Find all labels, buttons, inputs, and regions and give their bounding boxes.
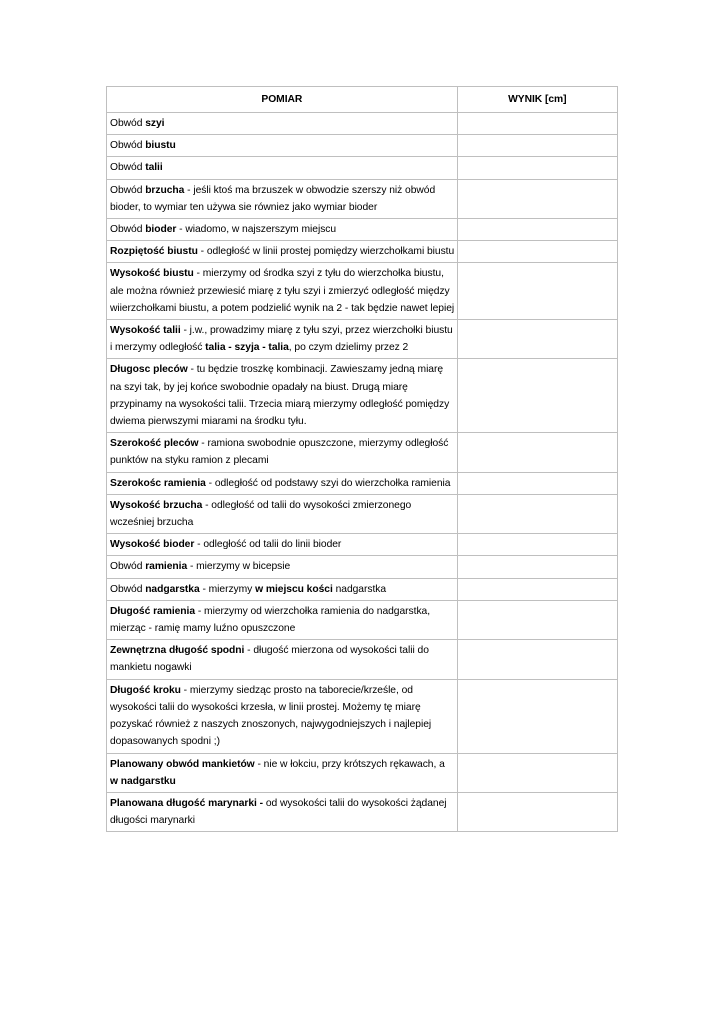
measurement-note: - odległość od podstawy szyi do wierzchołka ramienia [205, 477, 451, 489]
result-cell[interactable] [457, 241, 617, 263]
measurement-text [109, 495, 455, 533]
measurement-term: Wysokość biustu [110, 268, 194, 280]
measurement-description [107, 219, 458, 241]
table-row [107, 135, 618, 157]
measurement-note: Obwód [110, 583, 146, 595]
table-row [107, 241, 618, 263]
measurement-description [107, 433, 458, 472]
table-row [107, 494, 618, 533]
measurement-text [109, 754, 455, 792]
result-cell[interactable] [457, 433, 617, 472]
result-cell[interactable] [457, 640, 617, 679]
measurement-note: - jeśli ktoś ma brzuszek w obwodzie szerszy niż obwód bioder, to wymiar ten używa sie równiez jako wymiar bioder [110, 184, 436, 213]
measurement-note: - odległość od talii do linii bioder [194, 539, 342, 551]
result-cell[interactable] [457, 556, 617, 578]
table-row [107, 534, 618, 556]
table-row [107, 792, 618, 831]
table-header-row [107, 87, 618, 113]
measurement-text [109, 473, 455, 494]
result-cell[interactable] [457, 320, 617, 359]
measurement-term: Planowana długość marynarki - [110, 797, 264, 809]
measurement-term: w nadgarstku [110, 775, 176, 787]
measurement-note: Obwód [110, 561, 146, 573]
table-row [107, 113, 618, 135]
measurement-note: - mierzymy [199, 583, 256, 595]
measurement-term: Rozpiętość biustu [110, 246, 198, 258]
measurement-note: Obwód [110, 184, 146, 196]
measurement-note: - mierzymy w bicepsie [187, 561, 291, 573]
measurement-term: Długość ramienia [110, 605, 196, 617]
measurement-term: Szerokośc ramienia [110, 477, 206, 489]
measurement-note: - ramiona swobodnie opuszczone, mierzymy odległość punktów na styku ramion z plecami [110, 438, 449, 467]
measurement-note: - tu będzie troszkę kombinacji. Zawieszamy jedną miarę na szyi tak, by jej końce swobodnie opadały na biust. Drugą miarę przypinamy na wysokości talii. Trzecia miarą mierzymy odległość pomiędzy dwiema pierwszymi miarami na środku tyłu. [110, 364, 450, 428]
table-row [107, 433, 618, 472]
measurement-description [107, 578, 458, 600]
measurement-term: biustu [145, 140, 176, 152]
measurement-note: - wiadomo, w najszerszym miejscu [176, 224, 337, 236]
measurement-note: - mierzymy od środka szyi z tyłu do wierzchołka biustu, ale można również przewiesić miarę z tyłu szyi i zmierzyć odległość między wiierzchołkami biustu, a potem podzielić wynik na 2 - tak będzie nawet lepiej [110, 268, 455, 314]
measurement-text [109, 556, 455, 577]
header-result: WYNIK [cm] [457, 87, 617, 113]
measurement-text [109, 263, 455, 319]
table-row [107, 600, 618, 639]
table-row [107, 179, 618, 218]
measurement-description [107, 534, 458, 556]
measurement-term: bioder [145, 224, 177, 236]
measurement-text [109, 680, 455, 753]
table-row [107, 157, 618, 179]
measurement-note: - nie w łokciu, przy krótszych rękawach, a [254, 758, 445, 770]
measurement-description [107, 494, 458, 533]
measurement-term: Wysokość talii [110, 325, 181, 337]
measurement-term: Wysokość bioder [110, 539, 195, 551]
result-cell[interactable] [457, 135, 617, 157]
measurement-text [109, 534, 455, 555]
measurement-note: - j.w., prowadzimy miarę z tyłu szyi, przez wierzchołki biustu i merzymy odległość [110, 325, 453, 354]
measurement-description [107, 113, 458, 135]
table-row [107, 219, 618, 241]
measurement-text [109, 320, 455, 358]
result-cell[interactable] [457, 494, 617, 533]
table-row [107, 263, 618, 320]
measurement-text [109, 157, 455, 178]
measurement-text [109, 359, 455, 432]
measurement-term: Długość kroku [110, 684, 181, 696]
result-cell[interactable] [457, 263, 617, 320]
measurement-text [109, 241, 455, 262]
measurement-description [107, 556, 458, 578]
measurement-description [107, 753, 458, 792]
measurement-note: Obwód [110, 162, 146, 174]
result-cell[interactable] [457, 359, 617, 433]
measurement-term: brzucha [145, 184, 185, 196]
measurement-text [109, 135, 455, 156]
measurement-description [107, 263, 458, 320]
measurement-term: Szerokość pleców [110, 438, 199, 450]
measurement-text [109, 219, 455, 240]
result-cell[interactable] [457, 472, 617, 494]
measurement-description [107, 359, 458, 433]
measurement-description [107, 135, 458, 157]
result-cell[interactable] [457, 578, 617, 600]
measurement-note: - odległość w linii prostej pomiędzy wierzchołkami biustu [197, 246, 455, 258]
table-body [107, 113, 618, 832]
measurement-term: ramienia [145, 561, 188, 573]
result-cell[interactable] [457, 753, 617, 792]
measurement-description [107, 179, 458, 218]
table-row [107, 472, 618, 494]
measurement-note: Obwód [110, 224, 146, 236]
measurement-description [107, 792, 458, 831]
result-cell[interactable] [457, 600, 617, 639]
result-cell[interactable] [457, 219, 617, 241]
measurement-description [107, 640, 458, 679]
table-row [107, 359, 618, 433]
table-row [107, 320, 618, 359]
result-cell[interactable] [457, 179, 617, 218]
measurement-note: - mierzymy od wierzchołka ramienia do nadgarstka, mierząc - ramię mamy luźno opuszczone [110, 605, 431, 635]
measurement-term: Planowany obwód mankietów [110, 758, 255, 770]
measurement-note: , po czym dzielimy przez 2 [288, 342, 409, 354]
table-row [107, 640, 618, 679]
measurement-text [109, 601, 455, 639]
measurement-note: nadgarstka [332, 583, 387, 595]
measurement-note: od wysokości talii do wysokości żądanej długości marynarki [110, 797, 447, 827]
result-cell[interactable] [457, 113, 617, 135]
measurement-text [109, 579, 455, 600]
measurement-description [107, 157, 458, 179]
measurement-description [107, 320, 458, 359]
result-cell[interactable] [457, 679, 617, 753]
measurement-description [107, 472, 458, 494]
measurement-note: - odległość od talii do wysokości zmierzonego wcześniej brzucha [110, 499, 412, 529]
result-cell[interactable] [457, 157, 617, 179]
measurement-text [109, 793, 455, 831]
measurements-table [106, 86, 618, 832]
table-row [107, 556, 618, 578]
table-row [107, 578, 618, 600]
header-measurement: POMIAR [107, 87, 458, 113]
measurement-term: Zewnętrzna długość spodni [110, 645, 245, 657]
table-row [107, 679, 618, 753]
measurement-note: - długość mierzona od wysokości talii do mankietu nogawki [110, 645, 429, 674]
measurement-description [107, 241, 458, 263]
measurement-note: - mierzymy siedząc prosto na taborecie/krześle, od wysokości talii do wysokości krzesła, w linii prostej. Możemy tę miarę pozyskać również z naszych znoszonych, najwygodniejszych i najlepiej dopasowanych spodni ;) [110, 684, 432, 748]
measurement-text [109, 180, 455, 218]
measurement-term: talia - szyja - talia [205, 342, 289, 354]
measurement-term: talii [145, 162, 163, 174]
result-cell[interactable] [457, 534, 617, 556]
table-row [107, 753, 618, 792]
measurement-term: Wysokość brzucha [110, 499, 203, 511]
measurement-description [107, 600, 458, 639]
measurement-text [109, 433, 455, 471]
measurement-description [107, 679, 458, 753]
measurement-note: Obwód [110, 140, 146, 152]
measurement-term: w miejscu kości [255, 583, 333, 595]
measurement-text [109, 640, 455, 678]
measurement-text [109, 113, 455, 134]
result-cell[interactable] [457, 792, 617, 831]
measurement-term: szyi [145, 118, 165, 129]
measurement-term: Długosc pleców [110, 364, 188, 376]
measurement-term: nadgarstka [145, 583, 200, 595]
measurement-note: Obwód [110, 118, 146, 129]
